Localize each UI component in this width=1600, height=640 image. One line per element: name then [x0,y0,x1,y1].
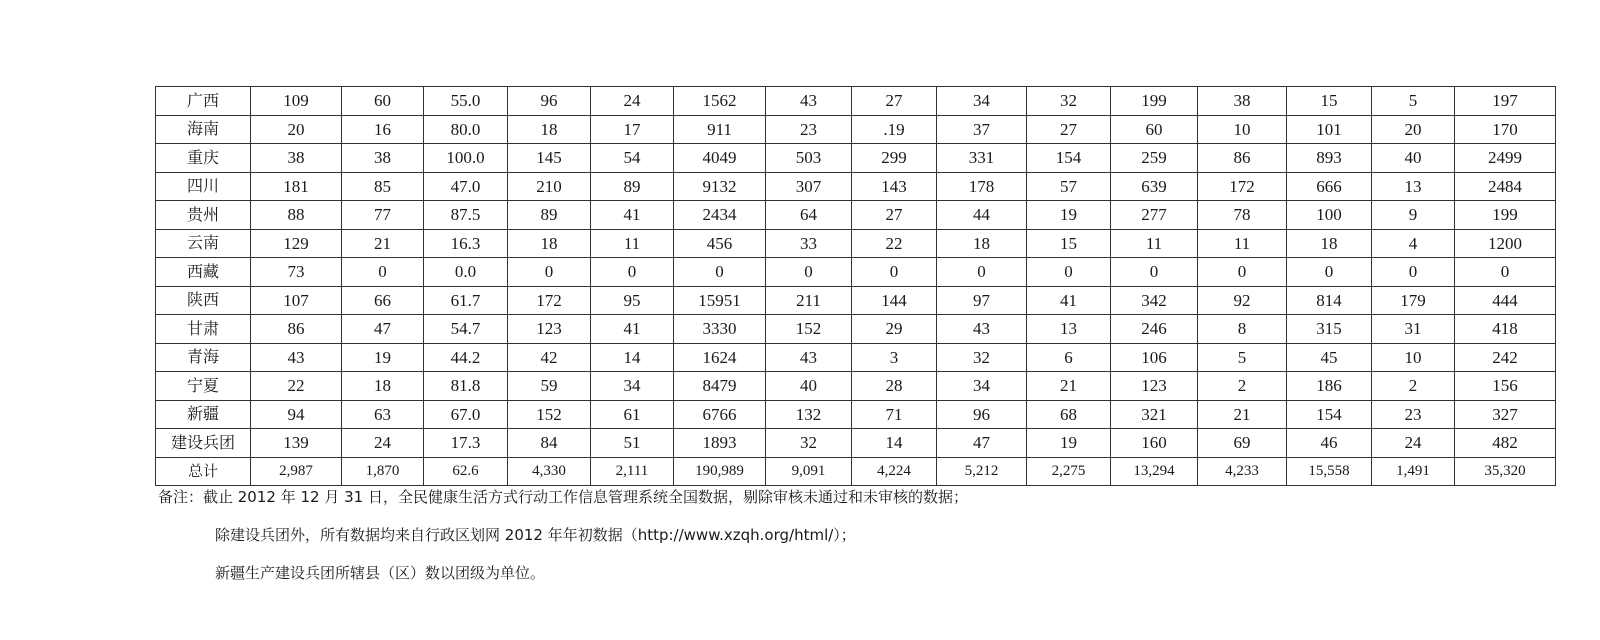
value-cell: 13,294 [1111,457,1198,486]
value-cell: 27 [852,201,937,230]
value-cell: 129 [251,229,342,258]
value-cell: 78 [1198,201,1287,230]
value-cell: 814 [1287,286,1372,315]
value-cell: 11 [1198,229,1287,258]
region-name-cell: 西藏 [156,258,251,287]
region-name-cell: 重庆 [156,144,251,173]
value-cell: 32 [937,343,1027,372]
value-cell: 1562 [674,87,766,116]
value-cell: 418 [1455,315,1556,344]
value-cell: 4,224 [852,457,937,486]
value-cell: 43 [251,343,342,372]
value-cell: 342 [1111,286,1198,315]
value-cell: 97 [937,286,1027,315]
table-row [156,315,1556,344]
value-cell: 59 [508,372,591,401]
value-cell: 109 [251,87,342,116]
value-cell: 24 [1372,429,1455,458]
value-cell: 143 [852,172,937,201]
value-cell: 66 [342,286,424,315]
region-name-cell: 建设兵团 [156,429,251,458]
value-cell: 43 [766,87,852,116]
value-cell: 43 [937,315,1027,344]
value-cell: 181 [251,172,342,201]
value-cell: 154 [1287,400,1372,429]
note-line-1: 备注：截止 2012 年 12 月 31 日，全民健康生活方式行动工作信息管理系统全国数据，剔除审核未通过和未审核的数据； [158,488,968,506]
value-cell: 0 [937,258,1027,287]
value-cell: 21 [342,229,424,258]
value-cell: 5 [1372,87,1455,116]
value-cell: 44 [937,201,1027,230]
value-cell: 54 [591,144,674,173]
note-line-3: 新疆生产建设兵团所辖县（区）数以团级为单位。 [215,564,546,582]
value-cell: 9,091 [766,457,852,486]
value-cell: 55.0 [424,87,508,116]
value-cell: 46 [1287,429,1372,458]
value-cell: 86 [251,315,342,344]
value-cell: 0.0 [424,258,508,287]
value-cell: 71 [852,400,937,429]
value-cell: 5 [1198,343,1287,372]
value-cell: 47 [342,315,424,344]
value-cell: 666 [1287,172,1372,201]
value-cell: 95 [591,286,674,315]
value-cell: 41 [1027,286,1111,315]
value-cell: 8479 [674,372,766,401]
value-cell: 14 [852,429,937,458]
value-cell: 246 [1111,315,1198,344]
value-cell: 85 [342,172,424,201]
table-row [156,372,1556,401]
table-row [156,286,1556,315]
value-cell: 456 [674,229,766,258]
value-cell: 4 [1372,229,1455,258]
value-cell: 3 [852,343,937,372]
value-cell: 96 [937,400,1027,429]
table-row [156,343,1556,372]
value-cell: 20 [251,115,342,144]
value-cell: 15 [1287,87,1372,116]
value-cell: 92 [1198,286,1287,315]
value-cell: 1,870 [342,457,424,486]
value-cell: 9132 [674,172,766,201]
value-cell: 20 [1372,115,1455,144]
value-cell: 28 [852,372,937,401]
value-cell: 18 [1287,229,1372,258]
value-cell: 2484 [1455,172,1556,201]
value-cell: 299 [852,144,937,173]
value-cell: 893 [1287,144,1372,173]
value-cell: 172 [508,286,591,315]
value-cell: 15951 [674,286,766,315]
value-cell: 10 [1198,115,1287,144]
value-cell: 73 [251,258,342,287]
value-cell: 2 [1372,372,1455,401]
value-cell: 123 [508,315,591,344]
table-row [156,258,1556,287]
value-cell: 145 [508,144,591,173]
table-body [156,87,1556,486]
value-cell: 0 [766,258,852,287]
value-cell: 6766 [674,400,766,429]
value-cell: 2,987 [251,457,342,486]
value-cell: 139 [251,429,342,458]
value-cell: 1624 [674,343,766,372]
value-cell: 34 [937,372,1027,401]
value-cell: 60 [1111,115,1198,144]
value-cell: 307 [766,172,852,201]
table-row [156,429,1556,458]
value-cell: 9 [1372,201,1455,230]
value-cell: 14 [591,343,674,372]
value-cell: 639 [1111,172,1198,201]
value-cell: 40 [766,372,852,401]
value-cell: 321 [1111,400,1198,429]
region-name-cell: 总计 [156,457,251,486]
value-cell: 100.0 [424,144,508,173]
region-name-cell: 海南 [156,115,251,144]
value-cell: 42 [508,343,591,372]
value-cell: 242 [1455,343,1556,372]
value-cell: 47 [937,429,1027,458]
value-cell: 0 [1287,258,1372,287]
value-cell: 0 [1111,258,1198,287]
value-cell: 22 [852,229,937,258]
value-cell: 152 [766,315,852,344]
value-cell: .19 [852,115,937,144]
value-cell: 17.3 [424,429,508,458]
value-cell: 4049 [674,144,766,173]
value-cell: 27 [852,87,937,116]
value-cell: 89 [591,172,674,201]
value-cell: 61.7 [424,286,508,315]
value-cell: 37 [937,115,1027,144]
value-cell: 41 [591,201,674,230]
value-cell: 23 [1372,400,1455,429]
value-cell: 18 [342,372,424,401]
value-cell: 6 [1027,343,1111,372]
value-cell: 62.6 [424,457,508,486]
value-cell: 16.3 [424,229,508,258]
value-cell: 0 [674,258,766,287]
value-cell: 35,320 [1455,457,1556,486]
region-name-cell: 四川 [156,172,251,201]
value-cell: 482 [1455,429,1556,458]
value-cell: 41 [591,315,674,344]
value-cell: 277 [1111,201,1198,230]
value-cell: 5,212 [937,457,1027,486]
value-cell: 61 [591,400,674,429]
value-cell: 17 [591,115,674,144]
value-cell: 47.0 [424,172,508,201]
value-cell: 0 [591,258,674,287]
value-cell: 156 [1455,372,1556,401]
value-cell: 63 [342,400,424,429]
value-cell: 16 [342,115,424,144]
value-cell: 2499 [1455,144,1556,173]
value-cell: 4,330 [508,457,591,486]
region-name-cell: 广西 [156,87,251,116]
value-cell: 38 [251,144,342,173]
value-cell: 0 [508,258,591,287]
value-cell: 0 [1027,258,1111,287]
value-cell: 81.8 [424,372,508,401]
value-cell: 0 [342,258,424,287]
table-row [156,87,1556,116]
value-cell: 1,491 [1372,457,1455,486]
value-cell: 19 [1027,429,1111,458]
value-cell: 503 [766,144,852,173]
value-cell: 101 [1287,115,1372,144]
region-name-cell: 陕西 [156,286,251,315]
value-cell: 64 [766,201,852,230]
table-row [156,229,1556,258]
region-name-cell: 云南 [156,229,251,258]
value-cell: 0 [852,258,937,287]
value-cell: 154 [1027,144,1111,173]
value-cell: 178 [937,172,1027,201]
value-cell: 31 [1372,315,1455,344]
table-row [156,172,1556,201]
value-cell: 0 [1198,258,1287,287]
value-cell: 23 [766,115,852,144]
value-cell: 60 [342,87,424,116]
region-name-cell: 甘肃 [156,315,251,344]
value-cell: 68 [1027,400,1111,429]
value-cell: 24 [591,87,674,116]
value-cell: 80.0 [424,115,508,144]
value-cell: 444 [1455,286,1556,315]
value-cell: 2,111 [591,457,674,486]
value-cell: 190,989 [674,457,766,486]
value-cell: 29 [852,315,937,344]
value-cell: 43 [766,343,852,372]
value-cell: 911 [674,115,766,144]
value-cell: 132 [766,400,852,429]
value-cell: 2434 [674,201,766,230]
value-cell: 22 [251,372,342,401]
value-cell: 96 [508,87,591,116]
value-cell: 33 [766,229,852,258]
value-cell: 21 [1027,372,1111,401]
value-cell: 77 [342,201,424,230]
value-cell: 69 [1198,429,1287,458]
value-cell: 197 [1455,87,1556,116]
value-cell: 123 [1111,372,1198,401]
value-cell: 170 [1455,115,1556,144]
value-cell: 315 [1287,315,1372,344]
value-cell: 199 [1111,87,1198,116]
value-cell: 15,558 [1287,457,1372,486]
region-name-cell: 贵州 [156,201,251,230]
value-cell: 38 [1198,87,1287,116]
table-total-row [156,457,1556,486]
value-cell: 32 [766,429,852,458]
value-cell: 54.7 [424,315,508,344]
value-cell: 24 [342,429,424,458]
value-cell: 45 [1287,343,1372,372]
value-cell: 10 [1372,343,1455,372]
value-cell: 67.0 [424,400,508,429]
value-cell: 57 [1027,172,1111,201]
value-cell: 18 [508,115,591,144]
value-cell: 3330 [674,315,766,344]
value-cell: 40 [1372,144,1455,173]
value-cell: 11 [591,229,674,258]
value-cell: 160 [1111,429,1198,458]
value-cell: 21 [1198,400,1287,429]
value-cell: 89 [508,201,591,230]
value-cell: 19 [342,343,424,372]
value-cell: 27 [1027,115,1111,144]
value-cell: 11 [1111,229,1198,258]
value-cell: 51 [591,429,674,458]
value-cell: 18 [508,229,591,258]
value-cell: 34 [937,87,1027,116]
value-cell: 88 [251,201,342,230]
value-cell: 186 [1287,372,1372,401]
value-cell: 107 [251,286,342,315]
value-cell: 8 [1198,315,1287,344]
value-cell: 2,275 [1027,457,1111,486]
value-cell: 144 [852,286,937,315]
value-cell: 19 [1027,201,1111,230]
value-cell: 4,233 [1198,457,1287,486]
value-cell: 18 [937,229,1027,258]
value-cell: 94 [251,400,342,429]
value-cell: 210 [508,172,591,201]
value-cell: 100 [1287,201,1372,230]
value-cell: 106 [1111,343,1198,372]
value-cell: 0 [1372,258,1455,287]
value-cell: 86 [1198,144,1287,173]
table-row [156,115,1556,144]
table-row [156,144,1556,173]
value-cell: 15 [1027,229,1111,258]
value-cell: 38 [342,144,424,173]
note-line-2: 除建设兵团外，所有数据均来自行政区划网 2012 年年初数据（http://www.xzqh.org/html/）； [215,526,856,544]
value-cell: 0 [1455,258,1556,287]
value-cell: 87.5 [424,201,508,230]
value-cell: 331 [937,144,1027,173]
value-cell: 2 [1198,372,1287,401]
table-row [156,400,1556,429]
region-name-cell: 宁夏 [156,372,251,401]
region-name-cell: 青海 [156,343,251,372]
value-cell: 1200 [1455,229,1556,258]
value-cell: 179 [1372,286,1455,315]
value-cell: 259 [1111,144,1198,173]
value-cell: 44.2 [424,343,508,372]
value-cell: 1893 [674,429,766,458]
value-cell: 172 [1198,172,1287,201]
statistics-table [155,86,1556,486]
value-cell: 84 [508,429,591,458]
value-cell: 152 [508,400,591,429]
value-cell: 199 [1455,201,1556,230]
value-cell: 327 [1455,400,1556,429]
value-cell: 211 [766,286,852,315]
value-cell: 13 [1372,172,1455,201]
value-cell: 13 [1027,315,1111,344]
value-cell: 34 [591,372,674,401]
value-cell: 32 [1027,87,1111,116]
table-row [156,201,1556,230]
region-name-cell: 新疆 [156,400,251,429]
